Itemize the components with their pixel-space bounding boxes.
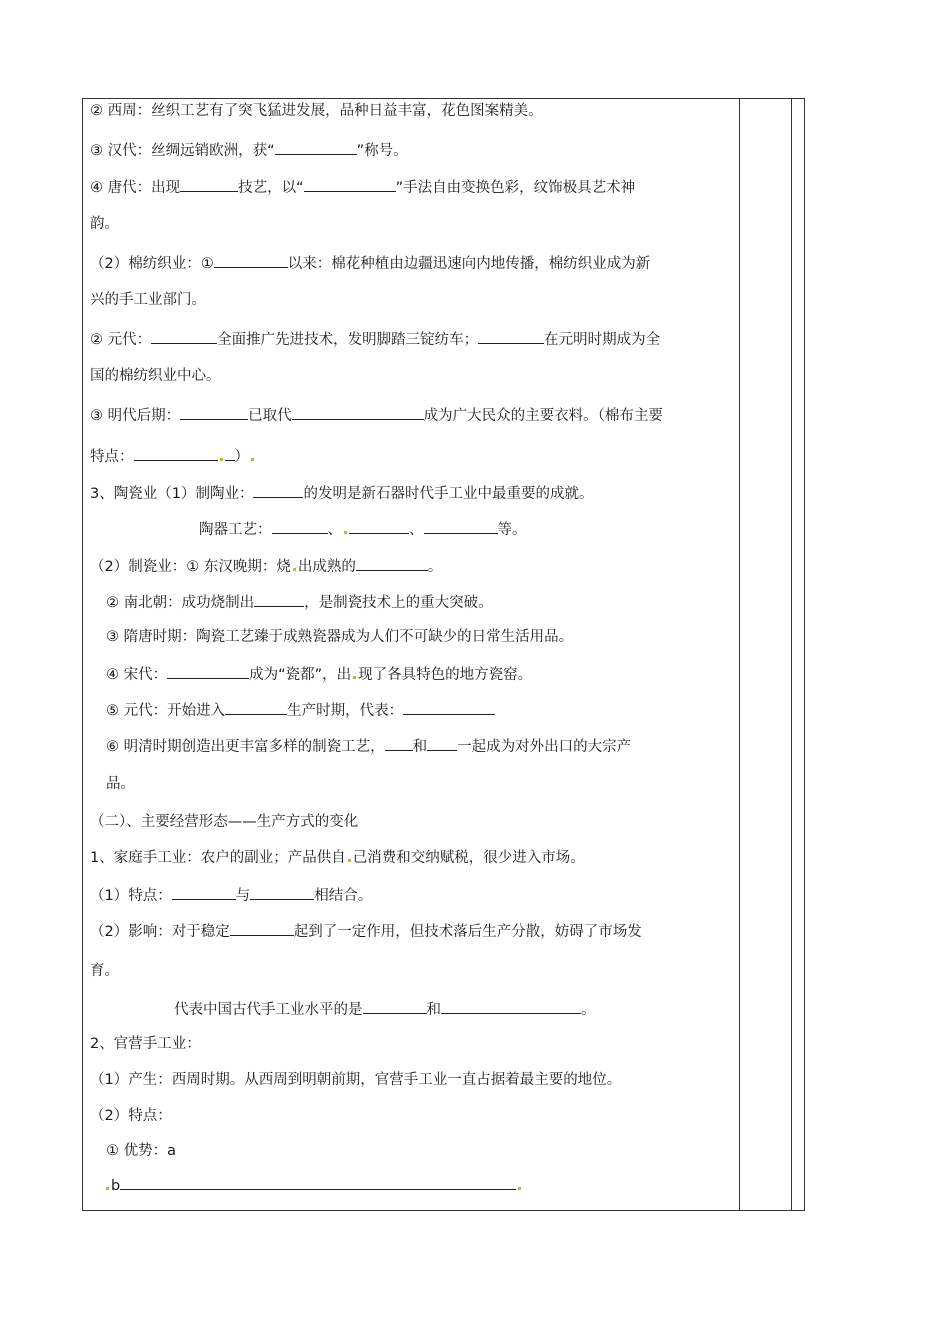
fill-blank[interactable] bbox=[214, 252, 288, 268]
text-line: （1）特点： 与 相结合。 bbox=[90, 884, 372, 906]
fill-blank[interactable] bbox=[385, 735, 413, 751]
mark-dot bbox=[344, 531, 347, 534]
text-line: b bbox=[104, 1174, 523, 1196]
text-line: 特点： ） bbox=[90, 445, 256, 467]
fill-blank[interactable] bbox=[134, 445, 218, 461]
text-line: （2）棉纺织业：① 以来：棉花种植由边疆迅速向内地传播，棉纺织业成为新 bbox=[90, 252, 650, 274]
fill-blank[interactable] bbox=[172, 884, 236, 900]
text-line: ② 南北朝：成功烧制出 ，是制瓷技术上的重大突破。 bbox=[106, 591, 493, 613]
text-line: 育。 bbox=[90, 963, 119, 979]
fill-blank[interactable] bbox=[304, 176, 396, 192]
text-line: 1、家庭手工业：农户的副业；产品供自 己消费和交纳赋税，很少进入市场。 bbox=[90, 850, 585, 866]
fill-blank[interactable] bbox=[272, 518, 328, 534]
text-line: 陶器工艺： 、 、 等。 bbox=[199, 518, 527, 540]
fill-blank[interactable] bbox=[275, 139, 357, 155]
text-line: 2、官营手工业： bbox=[90, 1036, 201, 1052]
fill-blank[interactable] bbox=[180, 404, 248, 420]
fill-blank[interactable] bbox=[424, 518, 498, 534]
fill-blank[interactable] bbox=[151, 328, 217, 344]
fill-blank[interactable] bbox=[253, 482, 303, 498]
text-line: （2）制瓷业：① 东汉晚期：烧 出成熟的 。 bbox=[90, 555, 442, 577]
fill-blank[interactable] bbox=[225, 699, 287, 715]
mark-dot bbox=[348, 859, 351, 862]
fill-blank[interactable] bbox=[254, 591, 304, 607]
fill-blank[interactable] bbox=[230, 920, 294, 936]
text-line: ④ 宋代： 成为“瓷都”，出 现了各具特色的地方瓷窑。 bbox=[106, 663, 532, 685]
column-divider bbox=[791, 99, 792, 1210]
fill-blank[interactable] bbox=[356, 555, 428, 571]
section-heading: （二）、主要经营形态——生产方式的变化 bbox=[90, 814, 359, 830]
mark-dot bbox=[220, 458, 223, 461]
text-line: 代表中国古代手工业水平的是 和 。 bbox=[174, 998, 596, 1020]
text-line: （2）影响：对于稳定 起到了一定作用，但技术落后生产分散，妨碍了市场发 bbox=[90, 920, 642, 942]
column-divider bbox=[739, 99, 740, 1210]
text-line: 韵。 bbox=[90, 216, 119, 232]
fill-blank[interactable] bbox=[225, 445, 235, 461]
text-line: 3、陶瓷业（1）制陶业： 的发明是新石器时代手工业中最重要的成就。 bbox=[90, 482, 593, 504]
fill-blank[interactable] bbox=[292, 404, 424, 420]
mark-dot bbox=[251, 458, 254, 461]
mark-dot bbox=[293, 568, 296, 571]
fill-blank[interactable] bbox=[427, 735, 457, 751]
fill-blank[interactable] bbox=[180, 176, 238, 192]
fill-blank[interactable] bbox=[441, 998, 581, 1014]
text-line: （2）特点： bbox=[90, 1108, 172, 1124]
fill-blank[interactable] bbox=[167, 663, 249, 679]
text-line: ⑤ 元代：开始进入 生产时期，代表： bbox=[106, 699, 495, 721]
text-line: ③ 明代后期： 已取代 成为广大民众的主要衣料。（棉布主要 bbox=[90, 404, 663, 426]
fill-blank[interactable] bbox=[120, 1174, 516, 1190]
text-line: 兴的手工业部门。 bbox=[90, 292, 206, 308]
text-line: ② 西周：丝织工艺有了突飞猛进发展，品种日益丰富，花色图案精美。 bbox=[90, 103, 543, 119]
text-line: 国的棉纺织业中心。 bbox=[90, 368, 221, 384]
text-line: （1）产生：西周时期。从西周到明朝前期，官营手工业一直占据着最主要的地位。 bbox=[90, 1072, 622, 1088]
text-line: ① 优势：a bbox=[106, 1143, 176, 1159]
mark-dot bbox=[106, 1187, 109, 1190]
mark-dot bbox=[518, 1187, 521, 1190]
fill-blank[interactable] bbox=[403, 699, 495, 715]
fill-blank[interactable] bbox=[363, 998, 427, 1014]
fill-blank[interactable] bbox=[349, 518, 409, 534]
fill-blank[interactable] bbox=[478, 328, 544, 344]
mark-dot bbox=[353, 676, 356, 679]
text-line: ③ 隋唐时期：陶瓷工艺臻于成熟瓷器成为人们不可缺少的日常生活用品。 bbox=[106, 629, 574, 645]
text-line: ③ 汉代：丝绸远销欧洲，获“ ”称号。 bbox=[90, 139, 408, 161]
text-line: 品。 bbox=[106, 776, 135, 792]
text-line: ④ 唐代：出现 技艺，以“ ”手法自由变换色彩，纹饰极具艺术神 bbox=[90, 176, 635, 198]
fill-blank[interactable] bbox=[250, 884, 314, 900]
text-line: ⑥ 明清时期创造出更丰富多样的制瓷工艺， 和 一起成为对外出口的大宗产 bbox=[106, 735, 631, 757]
text-line: ② 元代： 全面推广先进技术，发明脚踏三锭纺车； 在元明时期成为全 bbox=[90, 328, 660, 350]
